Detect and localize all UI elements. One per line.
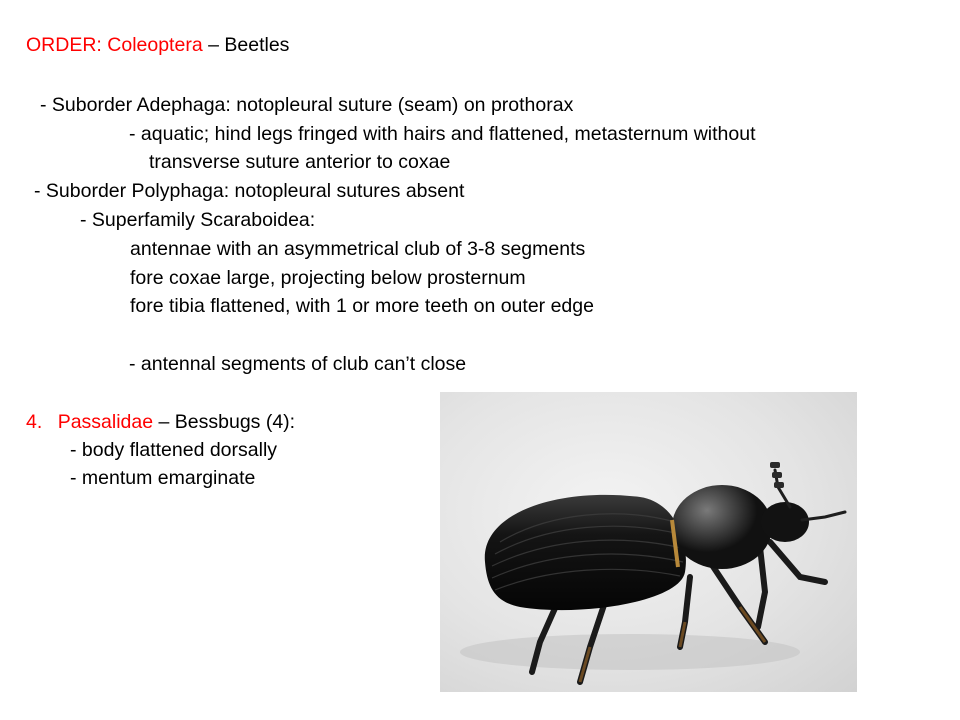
trait-coxae: fore coxae large, projecting below prosternum [130,267,526,289]
family-number: 4. [26,411,43,433]
adephaga-trait-aquatic: - aquatic; hind legs fringed with hairs and flattened, metasternum without [129,123,756,145]
heading-dash: – [208,34,219,56]
trait-tibia: fore tibia flattened, with 1 or more teeth on outer edge [130,295,594,317]
trait-antennae: antennae with an asymmetrical club of 3-8 segments [130,238,586,260]
family-trait-body: - body flattened dorsally [70,439,278,461]
family-trait-mentum: - mentum emarginate [70,467,256,489]
family-heading [26,410,295,434]
order-common-name: Beetles [224,34,290,56]
adephaga-trait-continuation: transverse suture anterior to coxae [149,151,451,173]
order-label: ORDER: [26,34,102,56]
order-heading [26,33,289,57]
superfamily-scaraboidea: - Superfamily Scaraboidea: [80,209,316,231]
family-name: Passalidae [57,411,154,433]
trait-antennal-club: - antennal segments of club can’t close [129,353,467,375]
family-common-name: – Bessbugs (4): [158,411,296,433]
beetle-illustration [440,392,857,692]
bessbug-photo [440,392,857,692]
suborder-polyphaga: - Suborder Polyphaga: notopleural sutures absent [34,180,465,202]
suborder-adephaga: - Suborder Adephaga: notopleural suture (seam) on prothorax [40,94,574,116]
order-name: Coleoptera [107,34,203,56]
